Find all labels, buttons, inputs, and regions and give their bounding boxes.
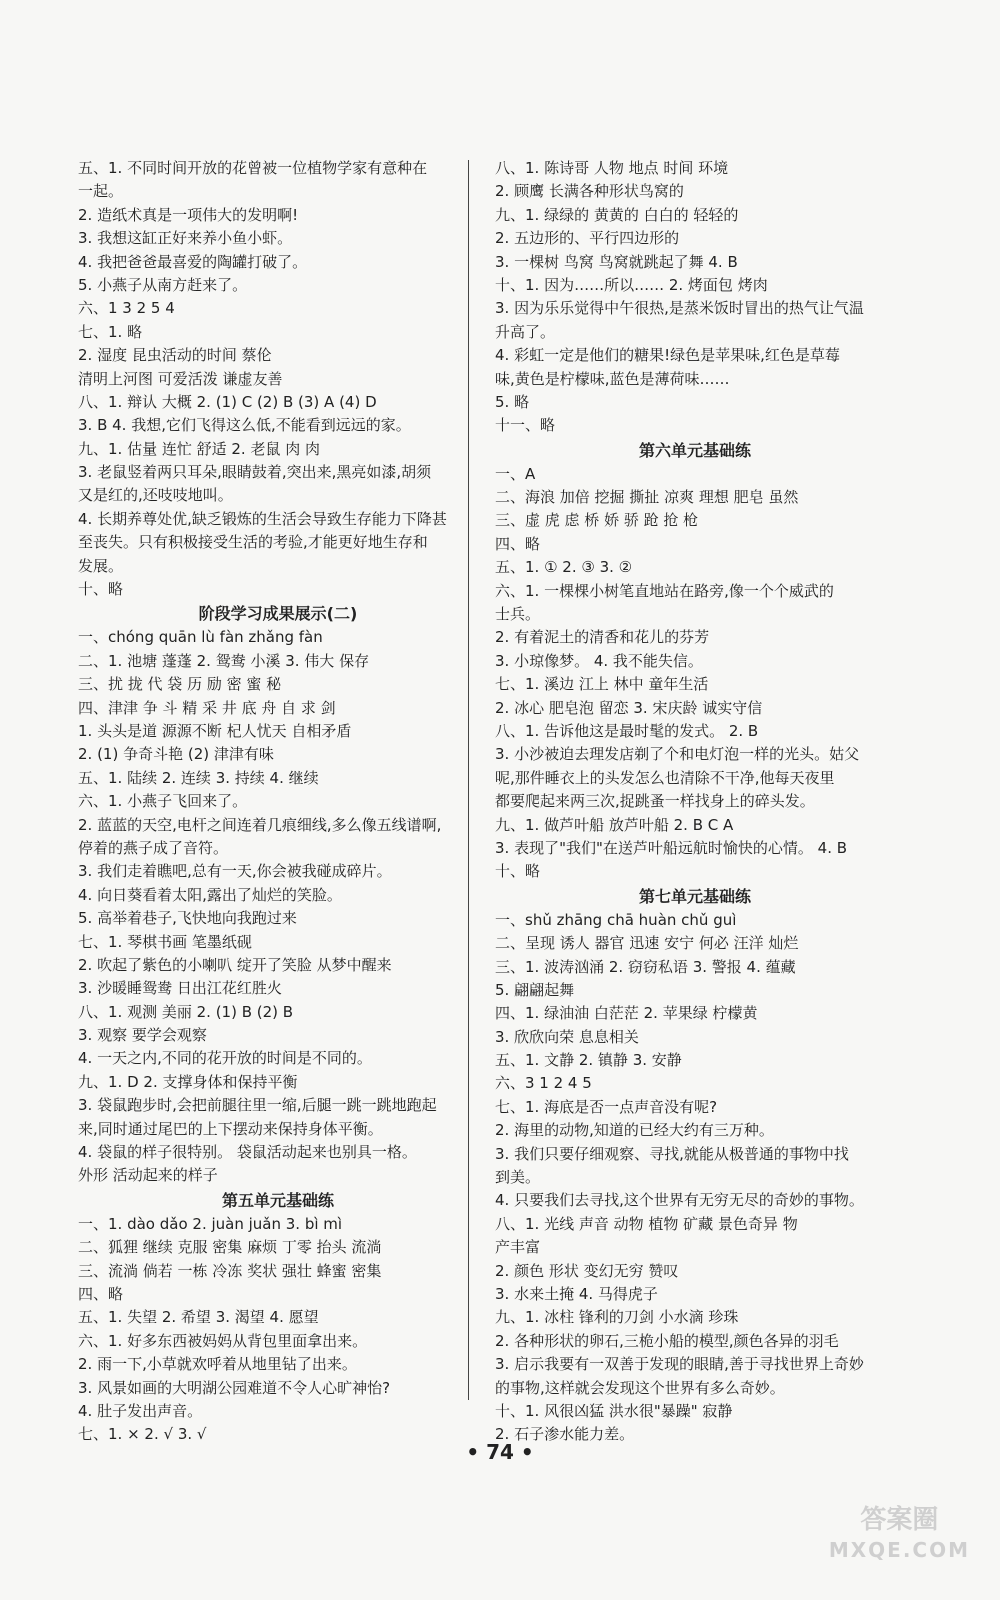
answer-line: 九、1. D 2. 支撑身体和保持平衡 <box>78 1072 298 1091</box>
answer-line: 4. 我把爸爸最喜爱的陶罐打破了。 <box>78 252 308 271</box>
answer-line: 2. 五边形的、平行四边形的 <box>495 229 680 248</box>
answer-line: 一、A <box>495 464 536 483</box>
answer-line: 产丰富 <box>495 1238 541 1257</box>
answer-line: 一、1. dào dǎo 2. juàn juǎn 3. bì mì <box>78 1214 343 1233</box>
answer-line: 5. 小燕子从南方赶来了。 <box>78 275 248 294</box>
answer-line: 士兵。 <box>495 605 541 624</box>
answer-line: 六、1. 一棵棵小树笔直地站在路旁,像一个个威武的 <box>495 581 834 600</box>
answer-line: 停着的燕子成了音符。 <box>78 838 229 857</box>
answer-line: 来,同时通过尾巴的上下摆动来保持身体平衡。 <box>78 1119 383 1138</box>
answer-line: 六、3 1 2 4 5 <box>495 1074 592 1093</box>
answer-line: 4. 只要我们去寻找,这个世界有无穷无尽的奇妙的事物。 <box>495 1191 864 1210</box>
answer-line: 3. 水来土掩 4. 马得虎子 <box>495 1284 658 1303</box>
answer-line: 3. 风景如画的大明湖公园难道不令人心旷神怡? <box>78 1378 391 1397</box>
answer-line: 3. 我想这缸正好来养小鱼小虾。 <box>78 229 293 248</box>
answer-line: 3. 因为乐乐觉得中午很热,是蒸米饭时冒出的热气让气温 <box>495 299 864 318</box>
answer-line: 3. 观察 要学会观察 <box>78 1026 207 1045</box>
answer-line: 3. 一棵树 鸟窝 鸟窝就跳起了舞 4. B <box>495 252 738 271</box>
answer-line: 三、流淌 倘若 一栋 冷冻 奖状 强壮 蜂蜜 密集 <box>78 1261 382 1280</box>
answer-line: 5. 翩翩起舞 <box>495 980 575 999</box>
answer-line: 十、略 <box>495 862 541 881</box>
answer-line: 2. 造纸术真是一项伟大的发明啊! <box>78 205 299 224</box>
answer-line: 至丧失。只有积极接受生活的考验,才能更好地生存和 <box>78 533 428 552</box>
answer-line: 一起。 <box>78 182 124 201</box>
answer-line: 呢,那件睡衣上的头发怎么也清除不干净,他每天夜里 <box>495 768 835 787</box>
section-heading: 阶段学习成果展示(二) <box>198 604 358 624</box>
answer-line: 3. 启示我要有一双善于发现的眼睛,善于寻找世界上奇妙 <box>495 1355 864 1374</box>
section-heading: 第五单元基础练 <box>221 1190 334 1210</box>
site-watermark <box>829 1505 970 1565</box>
answer-line: 四、略 <box>78 1284 124 1303</box>
answer-line: 2. 雨一下,小草就欢呼着从地里钻了出来。 <box>78 1355 357 1374</box>
answer-line: 十、略 <box>78 580 124 599</box>
answer-line: 2. 石子渗水能力差。 <box>495 1425 635 1444</box>
answer-line: 三、扰 拢 代 袋 历 励 密 蜜 秘 <box>78 675 282 694</box>
answer-line: 又是红的,还吱吱地叫。 <box>78 486 233 505</box>
answer-line: 八、1. 告诉他这是最时髦的发式。 2. B <box>495 721 759 740</box>
answer-line: 一、shǔ zhāng chā huàn chǔ guì <box>495 910 737 929</box>
answer-line: 2. (1) 争奇斗艳 (2) 津津有味 <box>78 745 274 764</box>
answer-line: 八、1. 光线 声音 动物 植物 矿藏 景色奇异 物 <box>495 1214 798 1233</box>
answer-line: 2. 吹起了紫色的小喇叭 绽开了笑脸 从梦中醒来 <box>78 955 392 974</box>
answer-line: 十、1. 风很凶猛 洪水很"暴躁" 寂静 <box>495 1401 733 1420</box>
answer-line: 2. 湿度 昆虫活动的时间 蔡伦 <box>78 346 272 365</box>
answer-line: 二、1. 池塘 蓬蓬 2. 鸳鸯 小溪 3. 伟大 保存 <box>78 651 370 670</box>
answer-line: 发展。 <box>78 556 124 575</box>
answer-line: 五、1. 文静 2. 镇静 3. 安静 <box>495 1051 682 1070</box>
answer-line: 九、1. 绿绿的 黄黄的 白白的 轻轻的 <box>495 205 739 224</box>
answer-line: 3. 我们走着瞧吧,总有一天,你会被我碰成碎片。 <box>78 862 392 881</box>
answer-line: 2. 有着泥土的清香和花儿的芬芳 <box>495 628 710 647</box>
answer-line: 九、1. 做芦叶船 放芦叶船 2. B C A <box>495 815 734 834</box>
answer-line: 4. 肚子发出声音。 <box>78 1401 203 1420</box>
answer-line: 5. 高举着巷子,飞快地向我跑过来 <box>78 909 297 928</box>
answer-line: 到美。 <box>495 1168 541 1187</box>
answer-line: 八、1. 辩认 大概 2. (1) C (2) B (3) A (4) D <box>78 392 377 411</box>
answer-line: 2. 颜色 形状 变幻无穷 赞叹 <box>495 1261 679 1280</box>
answer-line: 七、1. 溪边 江上 林中 童年生活 <box>495 675 709 694</box>
answer-line: 八、1. 观测 美丽 2. (1) B (2) B <box>78 1002 294 1021</box>
answer-line: 的事物,这样就会发现这个世界有多么奇妙。 <box>495 1378 785 1397</box>
answer-line: 4. 袋鼠的样子很特别。 袋鼠活动起来也别具一格。 <box>78 1143 417 1162</box>
answer-line: 九、1. 冰柱 锋利的刀剑 小水滴 珍珠 <box>495 1308 739 1327</box>
answer-line: 1. 头头是道 源源不断 杞人忧天 自相矛盾 <box>78 721 352 740</box>
answer-line: 4. 向日葵看着太阳,露出了灿烂的笑脸。 <box>78 885 342 904</box>
answer-line: 五、1. 陆续 2. 连续 3. 持续 4. 继续 <box>78 768 319 787</box>
answer-line: 2. 海里的动物,知道的已经大约有三万种。 <box>495 1121 774 1140</box>
answer-line: 二、呈现 诱人 器官 迅速 安宁 何必 汪洋 灿烂 <box>495 934 799 953</box>
answer-line: 3. 我们只要仔细观察、寻找,就能从极普通的事物中找 <box>495 1144 849 1163</box>
answer-line: 二、狐狸 继续 克服 密集 麻烦 丁零 抬头 流淌 <box>78 1238 382 1257</box>
answer-line: 4. 一天之内,不同的花开放的时间是不同的。 <box>78 1049 372 1068</box>
right-column <box>495 157 895 1447</box>
answer-line: 三、虚 虎 虑 桥 娇 骄 跄 抢 枪 <box>495 511 699 530</box>
answer-line: 七、1. × 2. √ 3. √ <box>78 1425 207 1444</box>
watermark-title: 答案圈 <box>860 1505 939 1535</box>
answer-line: 五、1. 失望 2. 希望 3. 渴望 4. 愿望 <box>78 1308 319 1327</box>
answer-line: 外形 活动起来的样子 <box>78 1166 218 1185</box>
answer-line: 2. 冰心 肥皂泡 留恋 3. 宋庆龄 诚实守信 <box>495 698 763 717</box>
answer-line: 清明上河图 可爱活泼 谦虚友善 <box>78 369 283 388</box>
answer-line: 四、津津 争 斗 精 采 井 底 舟 自 求 剑 <box>78 698 336 717</box>
answer-line: 都要爬起来两三次,捉跳蚤一样找身上的碎头发。 <box>495 792 815 811</box>
answer-line: 六、1 3 2 5 4 <box>78 299 175 318</box>
answer-line: 4. 彩虹一定是他们的糖果!绿色是苹果味,红色是草莓 <box>495 346 840 365</box>
answer-line: 七、1. 琴棋书画 笔墨纸砚 <box>78 932 252 951</box>
answer-line: 味,黄色是柠檬味,蓝色是薄荷味…… <box>495 369 730 388</box>
answer-line: 七、1. 略 <box>78 322 143 341</box>
answer-line: 3. 袋鼠跑步时,会把前腿往里一缩,后腿一跳一跳地跑起 <box>78 1096 437 1115</box>
answer-line: 五、1. 不同时间开放的花曾被一位植物学家有意种在 <box>78 159 428 177</box>
answer-line: 2. 蓝蓝的天空,电杆之间连着几痕细线,多么像五线谱啊, <box>78 815 442 834</box>
answer-line: 七、1. 海底是否一点声音没有呢? <box>495 1097 718 1116</box>
column-divider <box>468 160 469 1400</box>
section-heading: 第七单元基础练 <box>638 886 751 906</box>
answer-line: 六、1. 好多东西被妈妈从背包里面拿出来。 <box>78 1331 368 1350</box>
page-number: • 74 • <box>466 1440 534 1464</box>
answer-line: 二、海浪 加倍 挖掘 撕扯 凉爽 理想 肥皂 虽然 <box>495 488 799 507</box>
answer-line: 5. 略 <box>495 392 530 411</box>
answer-line: 3. 欣欣向荣 息息相关 <box>495 1027 639 1046</box>
answer-line: 3. 表现了"我们"在送芦叶船远航时愉快的心情。 4. B <box>495 838 848 857</box>
answer-line: 3. 老鼠竖着两只耳朵,眼睛鼓着,突出来,黑亮如漆,胡须 <box>78 463 432 482</box>
answer-line: 升高了。 <box>495 322 556 341</box>
section-heading: 第六单元基础练 <box>638 440 751 460</box>
answer-line: 十、1. 因为……所以…… 2. 烤面包 烤肉 <box>495 275 768 294</box>
answer-line: 3. 小琼像梦。 4. 我不能失信。 <box>495 651 703 670</box>
answer-line: 四、略 <box>495 534 541 553</box>
answer-line: 一、chóng quān lù fàn zhǎng fàn <box>78 628 323 647</box>
answer-line: 2. 顾鹰 长满各种形状鸟窝的 <box>495 182 684 201</box>
answer-line: 八、1. 陈诗哥 人物 地点 时间 环境 <box>495 159 729 177</box>
answer-line: 2. 各种形状的卵石,三桅小船的模型,颜色各异的羽毛 <box>495 1331 839 1350</box>
left-column <box>78 157 478 1447</box>
answer-line: 4. 长期养尊处优,缺乏锻炼的生活会导致生存能力下降甚 <box>78 509 447 528</box>
answer-line: 三、1. 波涛汹涌 2. 窃窃私语 3. 警报 4. 蕴藏 <box>495 957 796 976</box>
answer-line: 四、1. 绿油油 白茫茫 2. 苹果绿 柠檬黄 <box>495 1004 758 1023</box>
answer-line: 3. 小沙被迫去理发店剃了个和电灯泡一样的光头。姑父 <box>495 745 860 764</box>
answer-line: 五、1. ① 2. ③ 3. ② <box>495 558 633 577</box>
answer-line: 九、1. 估量 连忙 舒适 2. 老鼠 肉 肉 <box>78 439 321 458</box>
answer-line: 3. 沙暖睡鸳鸯 日出江花红胜火 <box>78 979 282 998</box>
answer-line: 十一、略 <box>495 416 556 435</box>
watermark-url: MXQE.COM <box>828 1538 970 1562</box>
answer-line: 3. B 4. 我想,它们飞得这么低,不能看到远远的家。 <box>78 416 411 435</box>
answer-line: 六、1. 小燕子飞回来了。 <box>78 792 248 811</box>
